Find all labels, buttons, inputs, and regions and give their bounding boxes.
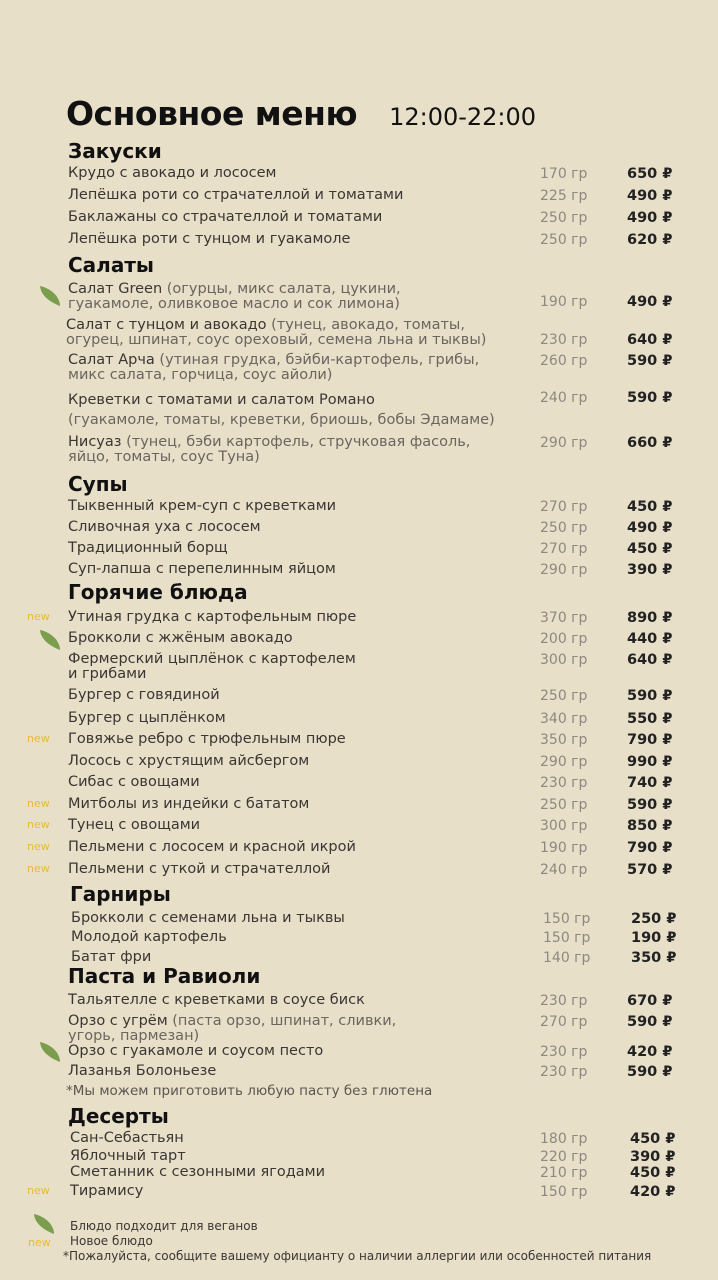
item-name: Батат фри: [71, 949, 152, 965]
item-name: Лазанья Болоньезе: [68, 1063, 217, 1079]
item-price: 490 ₽: [627, 188, 673, 204]
item-name: Сливочная уха с лососем: [68, 519, 261, 535]
item-name: Лепёшка роти с тунцом и гуакамоле: [68, 231, 351, 247]
item-price: 390 ₽: [627, 562, 673, 578]
item-weight: 250 гр: [540, 797, 588, 813]
item-weight: 270 гр: [540, 499, 588, 515]
item-name: Креветки с томатами и салатом Романо (гуакамоле, томаты, креветки, бриошь, бобы Эдамаме): [68, 392, 495, 428]
item-name: Бургер с говядиной: [68, 687, 220, 703]
item-price: 620 ₽: [627, 232, 673, 248]
legend-new: Новое блюдо: [70, 1234, 153, 1248]
item-name: Сибас с овощами: [68, 774, 200, 790]
item-weight: 350 гр: [540, 732, 588, 748]
item-weight: 270 гр: [540, 1014, 588, 1030]
item-name: Пельмени с лососем и красной икрой: [68, 839, 356, 855]
legend-vegan: Блюдо подходит для веганов: [70, 1219, 258, 1233]
item-price: 450 ₽: [627, 541, 673, 557]
new-badge: new: [27, 840, 50, 853]
vegan-leaf-icon: [32, 1212, 56, 1236]
item-weight: 230 гр: [540, 332, 588, 348]
item-weight: 230 гр: [540, 1044, 588, 1060]
item-weight: 300 гр: [540, 818, 588, 834]
item-price: 640 ₽: [627, 652, 673, 668]
item-name: Нисуаз (тунец, бэби картофель, стручковая фасоль, яйцо, томаты, соус Туна): [68, 434, 471, 465]
item-weight: 150 гр: [540, 1184, 588, 1200]
item-weight: 370 гр: [540, 610, 588, 626]
item-weight: 290 гр: [540, 435, 588, 451]
item-weight: 230 гр: [540, 993, 588, 1009]
menu-header: [66, 94, 536, 133]
item-name: Орзо с гуакамоле и соусом песто: [68, 1043, 324, 1059]
item-price: 640 ₽: [627, 332, 673, 348]
item-name: Традиционный борщ: [68, 540, 228, 556]
item-price: 450 ₽: [630, 1131, 676, 1147]
gluten-free-note: *Мы можем приготовить любую пасту без глютена: [66, 1083, 433, 1099]
item-price: 490 ₽: [627, 210, 673, 226]
item-weight: 210 гр: [540, 1165, 588, 1181]
item-weight: 250 гр: [540, 520, 588, 536]
item-price: 590 ₽: [627, 353, 673, 369]
item-weight: 150 гр: [543, 930, 591, 946]
item-weight: 200 гр: [540, 631, 588, 647]
item-price: 650 ₽: [627, 166, 673, 182]
item-price: 450 ₽: [627, 499, 673, 515]
opening-hours: 12:00-22:00: [389, 103, 537, 131]
item-price: 590 ₽: [627, 688, 673, 704]
item-weight: 290 гр: [540, 754, 588, 770]
item-name: Крудо с авокадо и лососем: [68, 165, 277, 181]
item-weight: 250 гр: [540, 232, 588, 248]
item-name: Молодой картофель: [71, 929, 227, 945]
item-weight: 250 гр: [540, 688, 588, 704]
item-price: 350 ₽: [631, 950, 677, 966]
item-weight: 170 гр: [540, 166, 588, 182]
item-name: Салат Арча (утиная грудка, бэйби-картофель, грибы, микс салата, горчица, соус айоли): [68, 352, 480, 383]
item-weight: 340 гр: [540, 711, 588, 727]
item-name: Сан-Себастьян: [70, 1130, 184, 1146]
section-title-sides: Гарниры: [70, 882, 171, 906]
new-badge: new: [27, 732, 50, 745]
item-price: 570 ₽: [627, 862, 673, 878]
item-weight: 240 гр: [540, 390, 588, 406]
section-title-hot: Горячие блюда: [68, 580, 248, 604]
item-name: Брокколи с жжёным авокадо: [68, 630, 293, 646]
item-name: Брокколи с семенами льна и тыквы: [71, 910, 345, 926]
item-name: Фермерский цыплёнок с картофелем и грибами: [68, 651, 356, 682]
item-name: Лепёшка роти со страчателлой и томатами: [68, 187, 404, 203]
item-weight: 240 гр: [540, 862, 588, 878]
item-weight: 270 гр: [540, 541, 588, 557]
item-price: 740 ₽: [627, 775, 673, 791]
allergy-footnote: *Пожалуйста, сообщите вашему официанту о наличии аллергии или особенностей питания: [63, 1249, 652, 1263]
section-title-salads: Салаты: [68, 253, 154, 277]
item-weight: 180 гр: [540, 1131, 588, 1147]
item-name: Бургер с цыплёнком: [68, 710, 226, 726]
section-title-soups: Супы: [68, 472, 128, 496]
item-name: Утиная грудка с картофельным пюре: [68, 609, 357, 625]
page-title: Основное меню: [66, 94, 358, 133]
item-weight: 190 гр: [540, 294, 588, 310]
item-price: 420 ₽: [627, 1044, 673, 1060]
item-name: Лосось с хрустящим айсбергом: [68, 753, 310, 769]
item-price: 440 ₽: [627, 631, 673, 647]
item-weight: 225 гр: [540, 188, 588, 204]
item-name: Сметанник с сезонными ягодами: [70, 1164, 325, 1180]
item-price: 590 ₽: [627, 390, 673, 406]
item-weight: 250 гр: [540, 210, 588, 226]
item-name: Говяжье ребро с трюфельным пюре: [68, 731, 346, 747]
item-price: 790 ₽: [627, 732, 673, 748]
item-price: 420 ₽: [630, 1184, 676, 1200]
section-title-pasta: Паста и Равиоли: [68, 964, 261, 988]
section-title-zakuski: Закуски: [68, 139, 162, 163]
item-price: 590 ₽: [627, 797, 673, 813]
item-price: 450 ₽: [630, 1165, 676, 1181]
item-price: 850 ₽: [627, 818, 673, 834]
item-name: Салат Green (огурцы, микс салата, цукини, гуакамоле, оливковое масло и сок лимона): [68, 281, 401, 312]
item-name: Орзо с угрём (паста орзо, шпинат, сливки, угорь, пармезан): [68, 1013, 397, 1044]
item-price: 670 ₽: [627, 993, 673, 1009]
item-name: Яблочный тарт: [70, 1148, 186, 1164]
new-badge: new: [27, 1184, 50, 1197]
item-weight: 230 гр: [540, 1064, 588, 1080]
item-weight: 220 гр: [540, 1149, 588, 1165]
item-name: Тирамису: [70, 1183, 144, 1199]
item-price: 990 ₽: [627, 754, 673, 770]
item-price: 190 ₽: [631, 930, 677, 946]
vegan-leaf-icon: [38, 1040, 62, 1064]
item-price: 550 ₽: [627, 711, 673, 727]
item-weight: 190 гр: [540, 840, 588, 856]
new-badge: new: [27, 862, 50, 875]
item-price: 250 ₽: [631, 911, 677, 927]
item-weight: 290 гр: [540, 562, 588, 578]
vegan-leaf-icon: [38, 284, 62, 308]
item-price: 890 ₽: [627, 610, 673, 626]
item-price: 490 ₽: [627, 294, 673, 310]
item-weight: 260 гр: [540, 353, 588, 369]
vegan-leaf-icon: [38, 628, 62, 652]
item-name: Тальятелле с креветками в соусе биск: [68, 992, 365, 1008]
item-weight: 230 гр: [540, 775, 588, 791]
item-price: 390 ₽: [630, 1149, 676, 1165]
item-price: 490 ₽: [627, 520, 673, 536]
item-price: 590 ₽: [627, 1014, 673, 1030]
item-weight: 300 гр: [540, 652, 588, 668]
item-name: Баклажаны со страчателлой и томатами: [68, 209, 383, 225]
item-name: Салат с тунцом и авокадо (тунец, авокадо, томаты, огурец, шпинат, соус ореховый, семена льна и тыквы): [66, 317, 487, 348]
new-badge: new: [27, 797, 50, 810]
item-price: 660 ₽: [627, 435, 673, 451]
item-name: Митболы из индейки с бататом: [68, 796, 310, 812]
item-weight: 150 гр: [543, 911, 591, 927]
item-weight: 140 гр: [543, 950, 591, 966]
new-badge: new: [27, 818, 50, 831]
new-badge: new: [28, 1236, 51, 1249]
item-name: Тыквенный крем-суп с креветками: [68, 498, 337, 514]
item-price: 590 ₽: [627, 1064, 673, 1080]
section-title-desserts: Десерты: [68, 1104, 169, 1128]
item-name: Суп-лапша с перепелинным яйцом: [68, 561, 336, 577]
new-badge: new: [27, 610, 50, 623]
item-price: 790 ₽: [627, 840, 673, 856]
item-name: Тунец с овощами: [68, 817, 201, 833]
item-name: Пельмени с уткой и страчателлой: [68, 861, 331, 877]
